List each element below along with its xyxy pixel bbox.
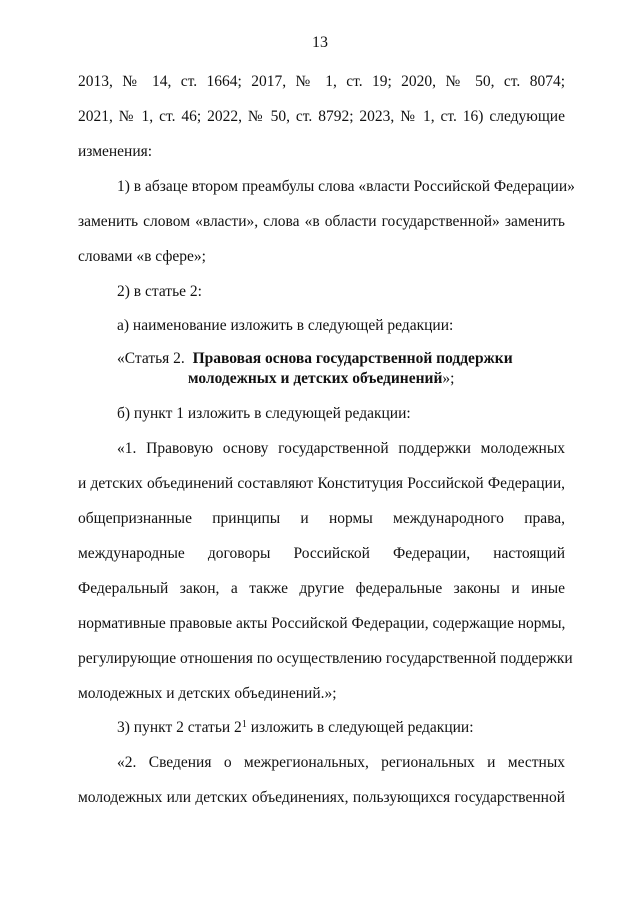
list-item: 2) в статье 2: — [117, 283, 202, 300]
page-number: 13 — [312, 34, 328, 51]
text-line: молодежных и детских объединений.»; — [78, 685, 337, 702]
article-heading-title-line1: Правовая основа государственной поддержки — [192, 350, 513, 367]
text-line: 2013, № 14, ст. 1664; 2017, № 1, ст. 19; 2020, № 50, ст. 8074; — [78, 73, 565, 90]
list-item — [117, 718, 565, 738]
paragraph-first-line: «1. Правовую основу государственной поддержки молодежных — [117, 440, 565, 457]
text-line: изменения: — [78, 143, 153, 160]
article-heading-suffix: »; — [442, 370, 455, 387]
text-line: международные договоры Российской Федерации, настоящий — [78, 545, 565, 562]
text-line: регулирующие отношения по осуществлению государственной поддержки — [78, 650, 573, 667]
text-line: заменить словом «власти», слова «в области государственной» заменить — [78, 213, 565, 230]
article-heading-continuation — [188, 369, 454, 389]
text-line: нормативные правовые акты Российской Федерации, содержащие нормы, — [78, 615, 566, 632]
paragraph-first-line: «2. Сведения о межрегиональных, региональных и местных — [117, 754, 565, 771]
article-heading-title-line2: молодежных и детских объединений — [188, 370, 443, 387]
text-line: молодежных или детских объединениях, пользующихся государственной — [78, 789, 565, 806]
text-line: общепризнанные принципы и нормы международного права, — [78, 510, 565, 527]
article-heading-prefix: «Статья 2. — [117, 350, 185, 367]
list-item-text: 3) пункт 2 статьи 2 — [117, 719, 242, 736]
article-heading — [117, 349, 513, 369]
superscript: 1 — [241, 719, 247, 730]
list-item: б) пункт 1 изложить в следующей редакции: — [117, 405, 411, 422]
list-item-text: изложить в следующей редакции: — [246, 719, 474, 736]
list-item: а) наименование изложить в следующей редакции: — [117, 317, 454, 334]
paragraph-first-line: 1) в абзаце втором преамбулы слова «власти Российской Федерации» — [117, 178, 575, 195]
text-line: словами «в сфере»; — [78, 248, 206, 265]
text-line: 2021, № 1, ст. 46; 2022, № 50, ст. 8792; 2023, № 1, ст. 16) следующие — [78, 108, 565, 125]
text-line: Федеральный закон, а также другие федеральные законы и иные — [78, 580, 565, 597]
text-line: и детских объединений составляют Конституция Российской Федерации, — [78, 475, 565, 492]
